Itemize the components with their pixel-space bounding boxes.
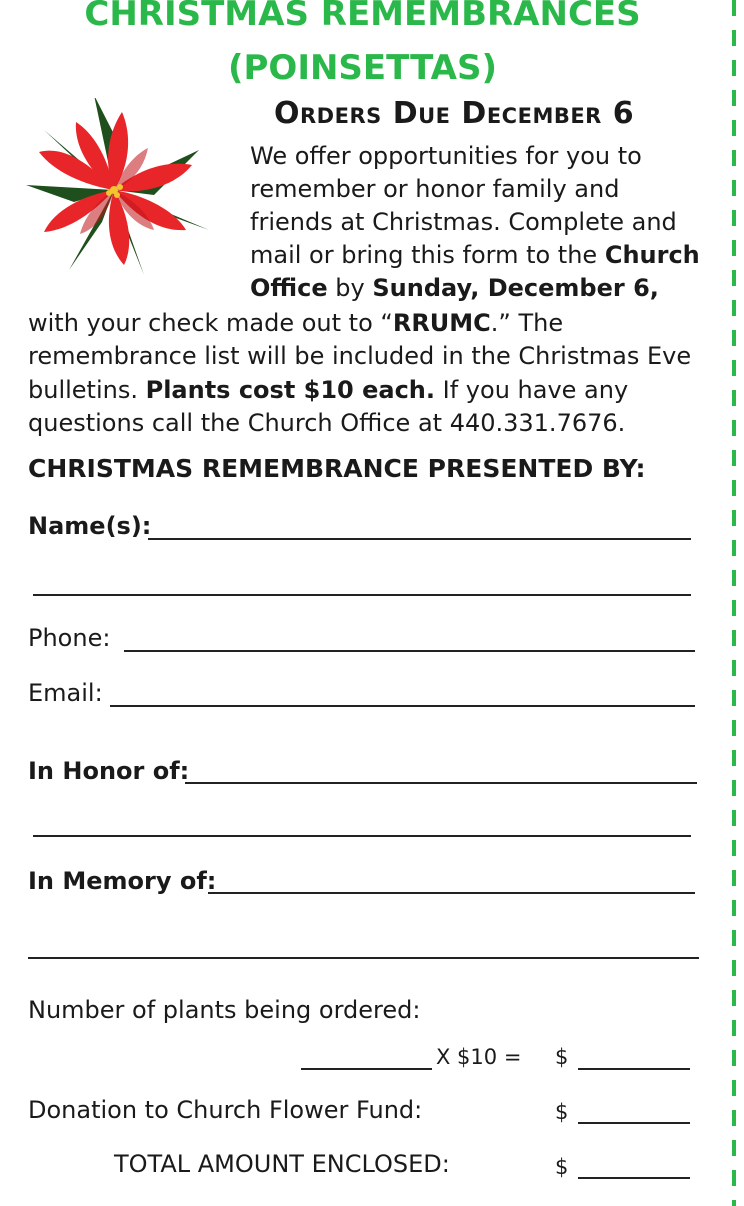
honor-field-2[interactable] bbox=[33, 835, 691, 837]
intro-line: remember or honor family and bbox=[250, 175, 620, 203]
dollar-sign: $ bbox=[555, 1045, 569, 1069]
intro-text: by bbox=[327, 274, 373, 302]
memory-label: In Memory of: bbox=[28, 867, 217, 895]
email-label: Email: bbox=[28, 679, 103, 707]
memory-field[interactable] bbox=[208, 892, 695, 894]
form-heading: CHRISTMAS REMEMBRANCE PRESENTED BY: bbox=[28, 454, 646, 483]
honor-label: In Honor of: bbox=[28, 757, 190, 785]
honor-field[interactable] bbox=[185, 782, 697, 784]
intro-text: .” The bbox=[490, 309, 564, 337]
plants-quantity-field[interactable] bbox=[301, 1068, 432, 1070]
page-title: CHRISTMAS REMEMBRANCES bbox=[84, 0, 641, 34]
names-field-2[interactable] bbox=[33, 594, 691, 596]
orders-due-heading: Orders Due December 6 bbox=[274, 96, 635, 131]
price-bold: Plants cost $10 each. bbox=[145, 376, 436, 404]
intro-text: mail or bring this form to the bbox=[250, 241, 605, 269]
donation-amount-field[interactable] bbox=[578, 1122, 690, 1124]
intro-text: If you have any bbox=[435, 376, 629, 404]
page-title-sub: (POINSETTAS) bbox=[227, 48, 498, 88]
poinsettia-image bbox=[22, 98, 222, 278]
intro-text: with your check made out to “ bbox=[28, 309, 393, 337]
intro-line: questions call the Church Office at 440.331.7676. bbox=[28, 409, 626, 437]
office-bold: Office bbox=[250, 274, 328, 302]
total-label: TOTAL AMOUNT ENCLOSED: bbox=[114, 1150, 450, 1178]
intro-text: bulletins. bbox=[28, 376, 146, 404]
phone-field[interactable] bbox=[124, 650, 695, 652]
dollar-sign: $ bbox=[555, 1100, 569, 1124]
intro-line bbox=[28, 307, 563, 340]
price-multiplier: X $10 = bbox=[436, 1045, 522, 1069]
intro-line bbox=[250, 239, 700, 272]
plants-amount-field[interactable] bbox=[578, 1068, 690, 1070]
intro-line bbox=[28, 374, 628, 407]
intro-line: friends at Christmas. Complete and bbox=[250, 208, 677, 236]
intro-line bbox=[250, 272, 659, 305]
total-amount-field[interactable] bbox=[578, 1177, 690, 1179]
names-field[interactable] bbox=[148, 538, 691, 540]
dashed-border bbox=[732, 0, 736, 1206]
intro-line: remembrance list will be included in the Christmas Eve bbox=[28, 342, 692, 370]
intro-line: We offer opportunities for you to bbox=[250, 142, 642, 170]
church-bold: Church bbox=[604, 241, 700, 269]
phone-label: Phone: bbox=[28, 624, 111, 652]
memory-field-2[interactable] bbox=[28, 957, 699, 959]
dollar-sign: $ bbox=[555, 1155, 569, 1179]
email-field[interactable] bbox=[110, 705, 695, 707]
rrumc-bold: RRUMC bbox=[392, 309, 491, 337]
plants-label: Number of plants being ordered: bbox=[28, 996, 421, 1024]
due-date-bold: Sunday, December 6, bbox=[372, 274, 659, 302]
names-label: Name(s): bbox=[28, 512, 152, 540]
donation-label: Donation to Church Flower Fund: bbox=[28, 1096, 423, 1124]
